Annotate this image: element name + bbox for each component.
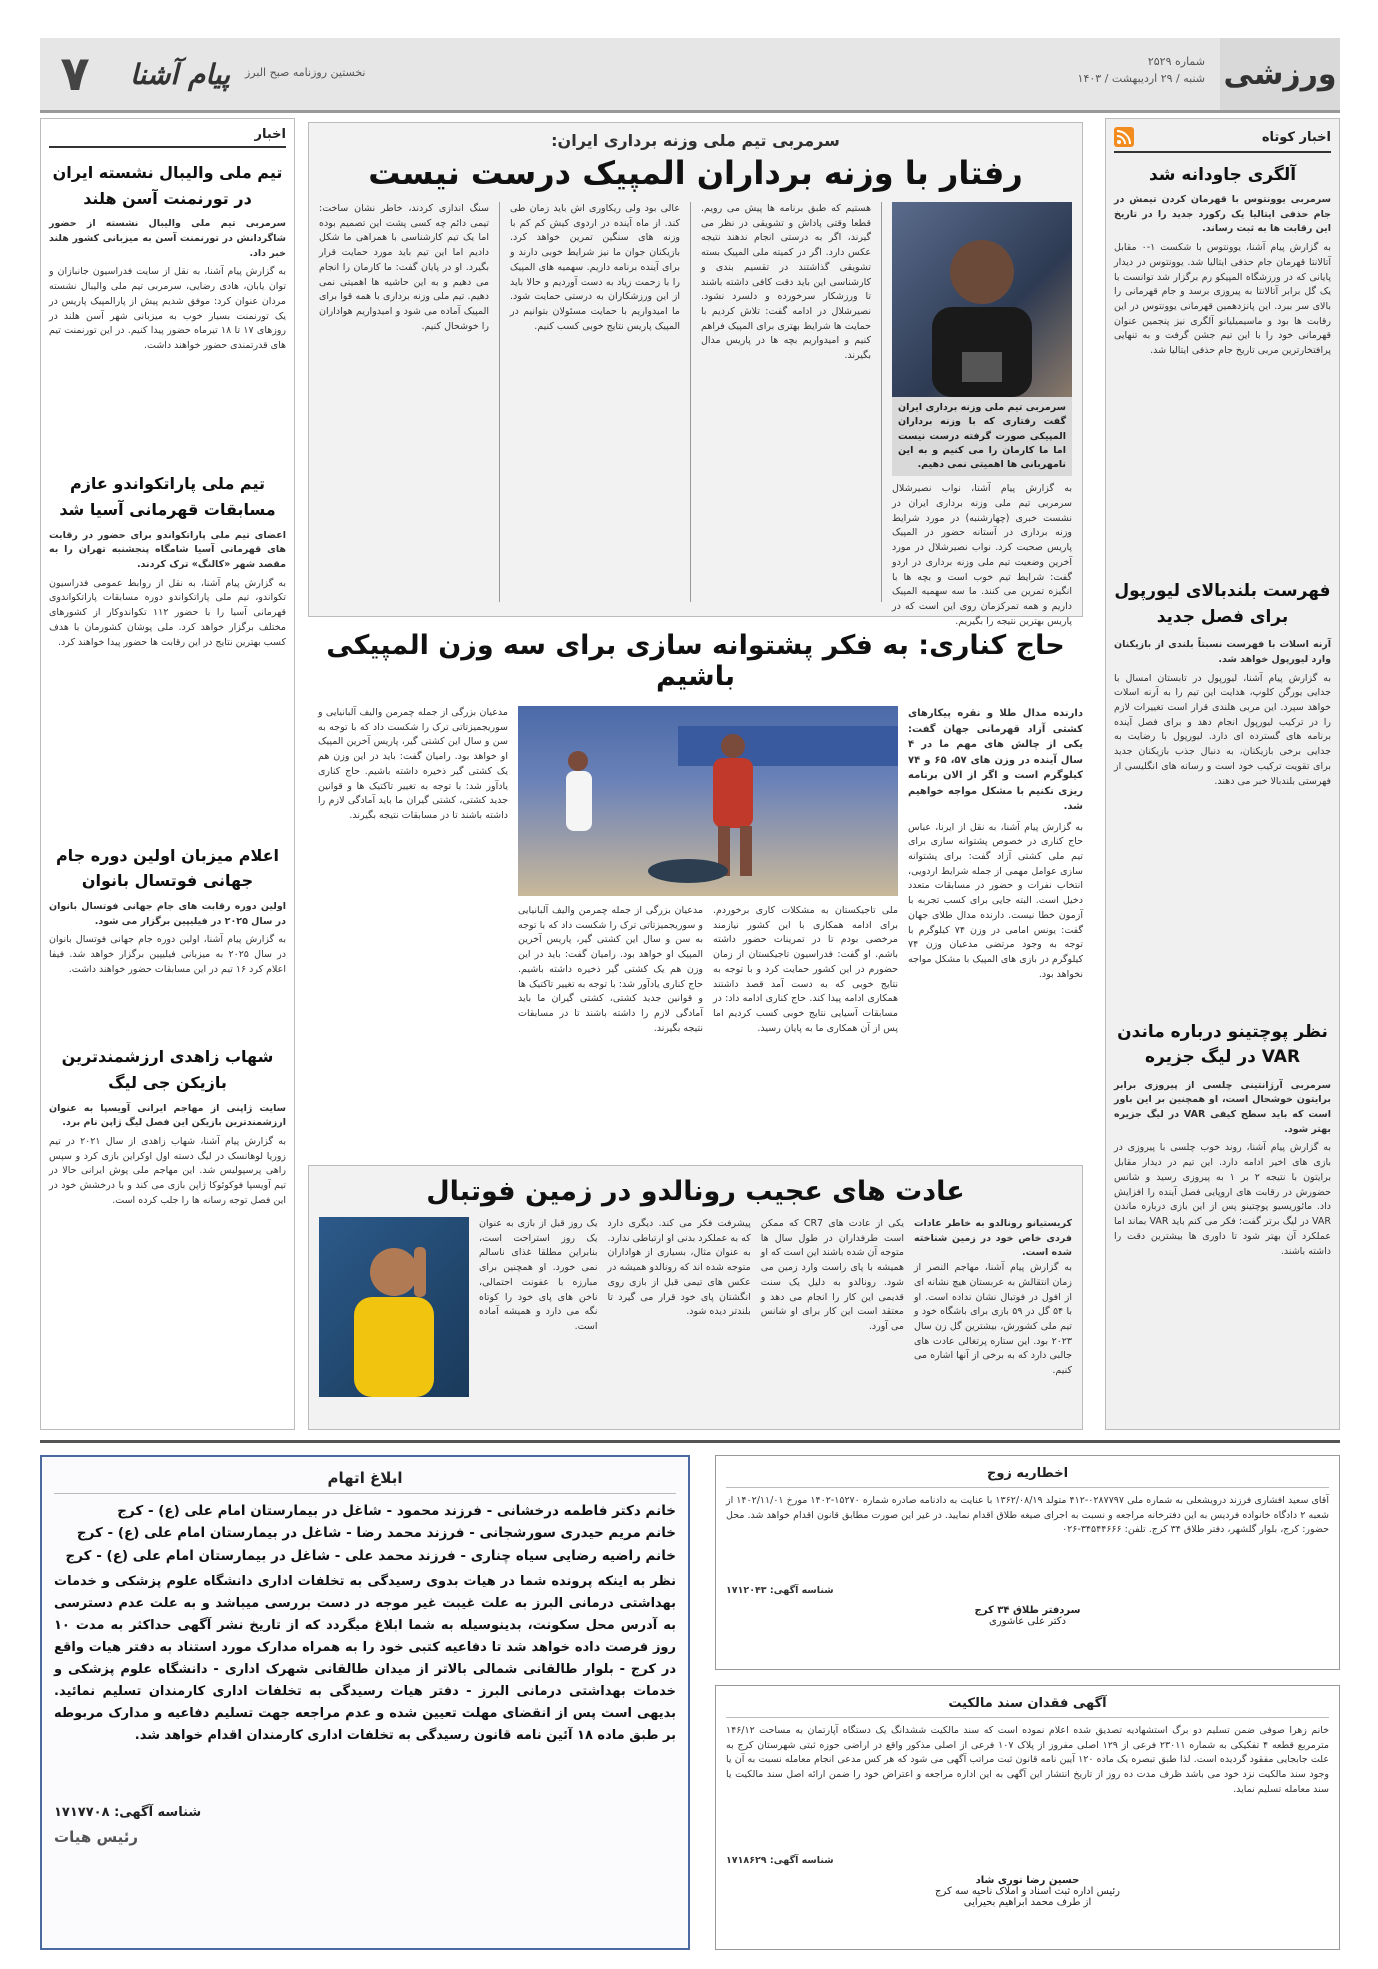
property-ad-title: آگهی فقدان سند مالکیت bbox=[726, 1696, 1329, 1718]
property-ad-signer-title: رئیس اداره ثبت اسناد و املاک ناحیه سه کرج bbox=[935, 1885, 1120, 1897]
short-news-2-lead: آرنه اسلات با فهرست نسبتاً بلندی از بازیکنان وارد لیورپول خواهد شد. bbox=[1114, 639, 1331, 665]
wrestling-col1: به گزارش پیام آشنا، به نقل از ایرنا، عباس حاج کناری در خصوص پشتوانه سازی برای تیم ملی کشتی آزاد گفت: برای پشتوانه سازی عوامل مهمی از جمله شرایط اردویی، انتخاب نفرات و حضور در مسابقات متعدد دخیل است. البته جایی برای کسب تجربه با آزمون خطا نیست. دارنده مدال طلای جهان گفت: یونس امامی در وزن ۷۴ کیلوگرم با توجه به وجود مرتضی مدعیان وزن ۷۴ کیلوگرم در بازی های المپیک با مشکل مواجه نخواهد بود. bbox=[908, 821, 1083, 980]
main-story-headline: رفتار با وزنه برداران المپیک درست نیست bbox=[368, 154, 1023, 192]
paper-logo: پیام آشنا bbox=[129, 57, 231, 91]
accusation-ad-body: نظر به اینکه پرونده شما در هیات بدوی رسیدگی به تخلفات اداری دانشگاه علوم پزشکی و خدمات بهداشتی درمانی البرز به علت غیبت غیر موجه در دست بررسی میباشد و به علت عدم دسترسی به آدرس محل سکونت، بدینوسیله به شما ابلاغ میگردد که از تاریخ نشر آگهی حداکثر به مدت ۱۰ روز فرصت داده خواهد شد تا دفاعیه کتبی خود را به همراه مدارک مورد استناد به دفتر هیات واقع در کرج - بلوار طالقانی شمالی بالاتر از میدان طالقانی شهرک اداری - دانشگاه علوم پزشکی و خدمات بهداشتی درمانی البرز - دفتر هیات رسیدگی به تخلفات اداری کارمندان تسلیم نمائید. بدیهی است پس از انقضای مهلت تعیین شده و عدم مراجعه جهت تسلیم دفاعیه و مدارک مربوطه بر طبق ماده ۱۸ آئین نامه قانون رسیدگی به تخلفات اداری کارمندان اقدام خواهد شد. bbox=[54, 1573, 676, 1744]
main-story-kicker: سرمربی تیم ملی وزنه برداری ایران: bbox=[551, 131, 840, 150]
main-story bbox=[308, 122, 1083, 627]
accusation-ad-signer: رئیس هیات bbox=[54, 1827, 139, 1846]
left-news-1-lead: سرمربی تیم ملی والیبال نشسته از حضور شاگردانش در تورنمنت آسن به میزبانی کشور هلند خبر داد. bbox=[49, 218, 286, 259]
coach-photo-caption: سرمربی تیم ملی وزنه برداری ایران گفت رفتاری که با وزنه برداران المپیکی صورت گرفته درست نیست اما ما کارمان را می کنیم و به این نامهربانی ها اهمیتی نمی دهیم. bbox=[892, 397, 1072, 476]
page-number: ۷ bbox=[60, 46, 90, 102]
marriage-ad-body: آقای سعید افشاری فرزند درویشعلی به شماره ملی ۰۲۸۷۷۹۷-۴۱۲ متولد ۱۳۶۲/۰۸/۱۹ با عنایت به دادنامه صادره شماره ۱۵۲۷۰-۱۴۰۲ مورخ ۱۴۰۲/۱۱/۰۱ از شعبه ۲ دادگاه خانواده فردیس به این دفترخانه مراجعه و نسبت به اجرای صیغه طلاق اقدام نمایید. در غیر این صورت مطابق قانون اقدام خواهد شد. محل حضور: کرج، بلوار گلشهر، دفتر طلاق ۳۴ کرج. تلفن: ۳۴۵۴۴۶۶۶-۰۲۶ bbox=[726, 1495, 1329, 1536]
property-ad-signer-name: از طرف محمد ابراهیم بحیرایی bbox=[963, 1896, 1092, 1908]
accusation-ad bbox=[40, 1455, 690, 1950]
left-news-2-title: تیم ملی پاراتکواندو عازم مسابقات قهرمانی آسیا شد bbox=[59, 474, 276, 519]
paper-tagline: نخستین روزنامه صبح البرز bbox=[245, 66, 366, 79]
left-news-1-title: تیم ملی والیبال نشسته ایران در تورنمنت آسن هلند bbox=[52, 163, 283, 208]
accusation-recipient-3: خانم راضیه رضایی سیاه چناری - فرزند محمد علی - شاغل در بیمارستان امام علی (ع) - کرج bbox=[65, 1547, 676, 1564]
short-news-1-body: به گزارش پیام آشنا، یوونتوس با شکست ۱-۰ مقابل آتالانتا قهرمان جام حذفی ایتالیا شد. یوونتوس در دیدار پایانی که در ورزشگاه المپیکو رم برگزار شد توانست با یک گل برابر آتالانتا به پیروزی برسد و جام قهرمانی را بالای سر ببرد. این پانزدهمین قهرمانی یوونتوس در این رقابت ها بود و ماسیمیلیانو آلگری نیز پنجمین عنوان قهرمانی خود را با این تیم جشن گرفت و به تنهایی پرافتخارترین مربی تاریخ جام حذفی ایتالیا شد. bbox=[1114, 242, 1331, 357]
marriage-ad-code: شناسه آگهی: ۱۷۱۲۰۴۳ bbox=[726, 1585, 834, 1596]
ronaldo-col2: یکی از عادت های CR7 که ممکن است طرفداران در طول سال ها متوجه آن شده باشند این است که او همیشه با پای راست وارد زمین می شود. رونالدو به دلیل یک سنت قدیمی این کار را انجام می دهد و معتقد است این کار برای او شانس می آورد. bbox=[760, 1218, 904, 1333]
left-news-3-lead: اولین دوره رقابت های جام جهانی فوتسال بانوان در سال ۲۰۲۵ در فیلیپین برگزار می شود. bbox=[49, 900, 286, 927]
marriage-ad-signer: سردفتر طلاق ۳۴ کرج bbox=[974, 1604, 1081, 1616]
wrestling-col2: ملی تاجیکستان به مشکلات کاری برخوردم. برای ادامه همکاری با این کشور نیازمند مرخصی بودم تا در تمرینات حضور داشته باشم. او گفت: فدراسیون تاجیکستان از زمان حضورم در این کشور حمایت کرد و با توجه به نتایج خوبی که به دست آمد قصد داشتند همکاری ادامه پیدا کند. حاج کناری ادامه داد: در مسابقات آسیایی نتایج خوبی کسب کردیم اما پس از آن همکاری ما به پایان رسید. bbox=[713, 905, 898, 1034]
main-story-col4: سنگ اندازی کردند، خاطر نشان ساخت: تیمی دائم چه کسی پشت این تصمیم بوده اما یک تیم کارشناسی با همراهی ما شکل دادیم اما این تیم باید مورد حمایت قرار بگیرد. او در پایان گفت: ما کارمان را انجام می دهیم و به این حاشیه ها اهمیتی نمی دهیم. تیم ملی وزنه برداری با همه قوا برای المپیک آماده می شود و امیدواریم هواداران را خوشحال کنیم. bbox=[319, 203, 489, 332]
left-news-2-body: به گزارش پیام آشنا، به نقل از روابط عمومی فدراسیون تکواندو، تیم ملی پاراتکواندو دوره مسابقات پاراتکواندوی قهرمانی آسیا را با حضور ۱۱۲ تکواندوکار از کشورهای مختلف برگزار خواهد کرد. ملی پوشان کشورمان با هدف کسب بهترین نتایج در این رقابت ها حضور پیدا خواهند کرد. bbox=[49, 577, 286, 648]
property-ad-code: شناسه آگهی: ۱۷۱۸۶۲۹ bbox=[726, 1855, 834, 1866]
accusation-ad-recipients bbox=[54, 1500, 676, 1567]
left-news-1-body: به گزارش پیام آشنا، به نقل از سایت فدراسیون جانبازان و توان یابان، هادی رضایی، سرمربی تیم ملی والیبال نشسته مردان عنوان کرد: موفق شدیم پیش از پارالمپیک پاریس در یک تورنمنت بسیار خوب به میزبانی شهر آسن هلند در روزهای ۱۷ تا ۱۸ تیرماه حضور پیدا کنیم. در این تورنمنت تیم های قدرتمندی حضور خواهند داشت. bbox=[49, 266, 287, 351]
ronaldo-photo bbox=[319, 1217, 469, 1397]
left-news-3-title: اعلام میزبان اولین دوره جام جهانی فوتسال بانوان bbox=[55, 845, 280, 891]
ronaldo-lead: کریستیانو رونالدو به خاطر عادات فردی خاص خود در زمین شناخته شده است. bbox=[913, 1218, 1072, 1259]
short-news-3-title: نظر پوچتینو درباره ماندن VAR در لیگ جزیره bbox=[1117, 1021, 1328, 1068]
ronaldo-headline: عادت های عجیب رونالدو در زمین فوتبال bbox=[426, 1176, 965, 1207]
wrestling-col3-extended: مدعیان بزرگی از جمله چمرمن والیف آلبانیایی و سوریجمیزتاتی ترک را شکست داد که با توجه به سن و سال این کشتی گیر، پاریس آخرین المپیک او خواهد بود. رامیان گفت: باید در این وزن هم یک کشتی گیر ذخیره داشته باشیم. حاج کناری یادآور شد: با توجه به تغییر تاکتیک ها و قوانین جدید کشتی، کشتی گیران ما باید آمادگی لازم را داشته باشند تا در مسابقات نتیجه بگیرند. bbox=[318, 707, 508, 822]
short-news-3-body: به گزارش پیام آشنا، روند خوب چلسی با پیروزی در بازی های اخیر ادامه دارد. این تیم در دیدار مقابل برایتون با نتیجه ۲ بر ۱ به پیروزی رسید و شانس حضورش در رقابت های اروپایی فصل آینده را افزایش داد. مائوریسیو پوچتینو پس از این بازی درباره ماندن VAR در لیگ برتر گفت: فکر می کنم باید VAR بماند اما عملکرد آن بهتر شود تا داوری ها بیشترین دقت را داشته باشند. bbox=[1114, 1142, 1331, 1257]
wrestling-lead: دارنده مدال طلا و نقره پیکارهای کشتی آزاد قهرمانی جهان گفت: یکی از چالش های مهم ما در ۴ سال آینده در وزن های ۵۷، ۶۵ و ۷۴ کیلوگرم است و اگر از الان برنامه ریزی نکنیم با مشکل مواجه خواهیم شد. bbox=[908, 708, 1083, 812]
short-news-3-lead: سرمربی آرژانتینی چلسی از پیروزی برابر برایتون خوشحال است، او همچنین بر این باور است که باید سطح کیفی VAR در لیگ جزیره بهتر شود. bbox=[1114, 1079, 1331, 1135]
ronaldo-col1: به گزارش پیام آشنا، مهاجم النصر از زمان انتقالش به عربستان هیچ نشانه ای از افول در فوتبال نشان نداده است. او با ۵۴ گل در ۵۹ بازی برای باشگاه خود و تیم ملی کشورش، بیشترین گل زن سال ۲۰۲۳ بود. این ستاره پرتغالی عادت های جالبی دارد که به برخی از آنها اشاره می کنیم. bbox=[913, 1262, 1073, 1377]
section-title: ورزشی bbox=[1220, 38, 1340, 110]
accusation-recipient-2: خانم مریم حیدری سورشجانی - فرزند محمد رضا - شاغل در بیمارستان امام علی (ع) - کرج bbox=[76, 1525, 676, 1542]
accusation-ad-title: ابلاغ اتهام bbox=[54, 1469, 676, 1494]
short-news-1-lead: سرمربی یوونتوس با قهرمان کردن تیمش در جام حذفی ایتالیا یک رکورد جدید را در تاریخ این رقابت ها به ثبت رساند. bbox=[1114, 194, 1331, 235]
wrestling-headline: حاج کناری: به فکر پشتوانه سازی برای سه وزن المپیکی باشیم bbox=[326, 630, 1065, 692]
main-story-col1: به گزارش پیام آشنا، نواب نصیرشلال سرمربی تیم ملی وزنه برداری ایران در نشست خبری (چهارشنبه) در مورد شرایط وزنه برداری در آستانه حضور در المپیک پاریس صحبت کرد. نواب نصیرشلال در مورد آخرین وضعیت تیم ملی وزنه برداری در اردو گفت: شرایط تیم خوب است و بچه ها با انگیزه تمرین می کنند. ما سه سهمیه المپیک داریم و همه تمرکزمان روی این است که در پاریس بهترین نتیجه را بگیریم. bbox=[892, 483, 1072, 627]
short-news-label: اخبار کوتاه bbox=[1261, 129, 1331, 145]
main-story-image-column bbox=[892, 202, 1072, 627]
left-news-header bbox=[49, 127, 286, 148]
short-news-2-body: به گزارش پیام آشنا، لیورپول در تابستان امسال با جدایی یورگن کلوپ، هدایت این تیم را به آرنه اسلات خواهد سپرد. این مربی هلندی قرار است تغییرات لازم را در ترکیب لیورپول انجام دهد و برای فصل آینده برنامه های گسترده ای دارد. لیورپول با رضایت به جدایی برخی بازیکنان، به دنبال جذب بازیکنان جدید برای تقویت ترکیب خود است و رسانه های انگلیسی از فهرستی بلندبالا خبر می دهند. bbox=[1114, 672, 1331, 787]
left-news-4-lead: سایت ژاپنی از مهاجم ایرانی آویسپا به عنوان ارزشمندترین بازیکن این فصل لیگ ژاپن نام برد. bbox=[49, 1102, 286, 1129]
main-story-col3: عالی بود ولی ریکاوری اش باید زمان طی کند. از ماه آینده در اردوی کیش کم کم با وزنه های سنگین تمرین خواهد کرد. بازیکنان جوان ما نیز شرایط خوبی دارند و برای آینده برنامه داریم. سهمیه های المپیک را با زحمت زیاد به دست آوردیم و حالا باید از این ورزشکاران به درستی حمایت شود. ما امیدواریم با حمایت مسئولان بتوانیم در المپیک پاریس نتایج خوبی کسب کنیم. bbox=[510, 203, 680, 332]
accusation-ad-code: شناسه آگهی: ۱۷۱۷۷۰۸ bbox=[54, 1804, 202, 1820]
marriage-ad-signer-name: دکتر علی عاشوری bbox=[989, 1615, 1066, 1627]
issue-info bbox=[1078, 54, 1205, 87]
left-news-4-body: به گزارش پیام آشنا، شهاب زاهدی از سال ۲۰۲۱ در تیم زوریا لوهانسک در لیگ دسته اول اوکراین بازی کرد و سپس راهی پرسپولیس شد. این مهاجم ملی پوش ایرانی حالا در تیم آویسپا فوکوئوکا ژاپن بازی می کند و با درخشش خود در این فصل توجه رسانه ها را جلب کرده است. bbox=[49, 1135, 286, 1206]
left-news-column bbox=[40, 118, 295, 1430]
coach-photo bbox=[892, 202, 1072, 397]
marriage-ad-title: اخطاریه زوج bbox=[726, 1466, 1329, 1488]
ronaldo-col3: پیشرفت فکر می کند. دیگری دارد که به عملکرد بدنی او ارتباطی ندارد. به عنوان مثال، بسیاری از هواداران متوجه شده اند که رونالدو همیشه در عکس های تیمی قبل از بازی روی انگشتان پای خود قرار می گیرد تا بلندتر دیده شود. bbox=[607, 1218, 751, 1318]
short-news-column bbox=[1105, 118, 1340, 1430]
ronaldo-story bbox=[308, 1165, 1083, 1430]
short-news-2-title: فهرست بلندبالای لیورپول برای فصل جدید bbox=[1114, 581, 1331, 627]
property-ad-body: خانم زهرا صوفی ضمن تسلیم دو برگ استشهادیه تصدیق شده اعلام نموده است که سند مالکیت ششدانگ یک دستگاه آپارتمان به مساحت ۱۴۶/۱۲ مترمربع قطعه ۴ تفکیکی به شماره ۲۳۰۱۱ فرعی از ۱۲۹ اصلی مفروز از پلاک ۱۰۷ فرعی از اصلی مذکور واقع در اراضی حوزه ثبتی شهرستان کرج به علت جابجایی مفقود گردیده است. لذا طبق تبصره یک ماده ۱۲۰ آیین نامه قانون ثبت مراتب آگهی می شود که هر کس مدعی انجام معامله نسبت به آن یا وجود سند مالکیت نزد خود می باشد ظرف مدت ده روز از تاریخ انتشار این آگهی به این اداره مراجعه و اعتراض خود را ضمن ارائه اصل سند مالکیت یا سند معامله تسلیم نماید. bbox=[726, 1725, 1329, 1795]
issue-number: شماره ۲۵۲۹ bbox=[1147, 55, 1205, 68]
ronaldo-col4: یک روز قبل از بازی به عنوان یک روز استراحت است، بنابراین مطلقا غذای ناسالم نمی خورد. او همچنین برای مبارزه با عفونت احتمالی، ناخن های پای خود را کوتاه نگه می دارد و همیشه آماده است. bbox=[479, 1218, 598, 1333]
masthead bbox=[40, 38, 1340, 113]
property-ad-signer: حسین رضا نوری شاد bbox=[975, 1874, 1080, 1886]
rss-icon bbox=[1114, 127, 1134, 147]
wrestling-photo bbox=[518, 706, 898, 896]
short-news-1-title: آلگری جاودانه شد bbox=[1148, 165, 1297, 185]
main-story-col2: هستیم که طبق برنامه ها پیش می رویم. قطعا وقتی پاداش و تشویقی در نظر می گیرند، اگر به درستی انجام ندهند نتیجه عکس دارد. اگر در کمیته ملی المپیک بسته تشویقی گذاشتند در تقسیم بندی و کارشناسی این باید دقت کافی داشته باشند تا ورزشکار سرخورده و دلسرد نشود. نصیرشلال در ادامه گفت: تلاش کردیم با حمایت ها شرایط بهتری برای المپیک فراهم کنیم و امیدواریم بچه ها در پاریس مدال بگیرند. bbox=[701, 203, 871, 362]
property-ad bbox=[715, 1685, 1340, 1950]
marriage-ad bbox=[715, 1455, 1340, 1670]
left-news-2-lead: اعضای تیم ملی پاراتکواندو برای حضور در رقابت های قهرمانی آسیا شامگاه پنجشنبه تهران را به مقصد شهر «کالنگ» ترک کردند. bbox=[49, 529, 286, 570]
short-news-header bbox=[1114, 127, 1331, 153]
left-news-4-title: شهاب زاهدی ارزشمندترین بازیکن جی لیگ bbox=[61, 1047, 274, 1092]
wrestling-story bbox=[308, 630, 1083, 1150]
left-news-3-body: به گزارش پیام آشنا، اولین دوره جام جهانی فوتسال بانوان در سال ۲۰۲۵ به میزبانی فیلیپین برگزار خواهد شد. فیفا اعلام کرد ۱۶ تیم در این مسابقات حضور خواهند داشت. bbox=[49, 934, 286, 975]
left-news-label: اخبار bbox=[254, 127, 286, 142]
accusation-recipient-1: خانم دکتر فاطمه درخشانی - فرزند محمود - شاغل در بیمارستان امام علی (ع) - کرج bbox=[117, 1503, 676, 1519]
wrestling-col3: مدعیان بزرگی از جمله چمرمن والیف آلبانیایی و سوریجمیزتاتی ترک را شکست داد که با توجه به سن و سال این کشتی گیر، پاریس آخرین المپیک او خواهد بود. رامیان گفت: باید در این وزن هم یک کشتی گیر ذخیره داشته باشیم. حاج کناری یادآور شد: با توجه به تغییر تاکتیک ها و قوانین جدید کشتی، کشتی گیران ما باید آمادگی لازم را داشته باشند تا در مسابقات نتیجه بگیرند. bbox=[518, 905, 703, 1034]
issue-date: شنبه / ۲۹ اردیبهشت / ۱۴۰۳ bbox=[1077, 71, 1205, 85]
